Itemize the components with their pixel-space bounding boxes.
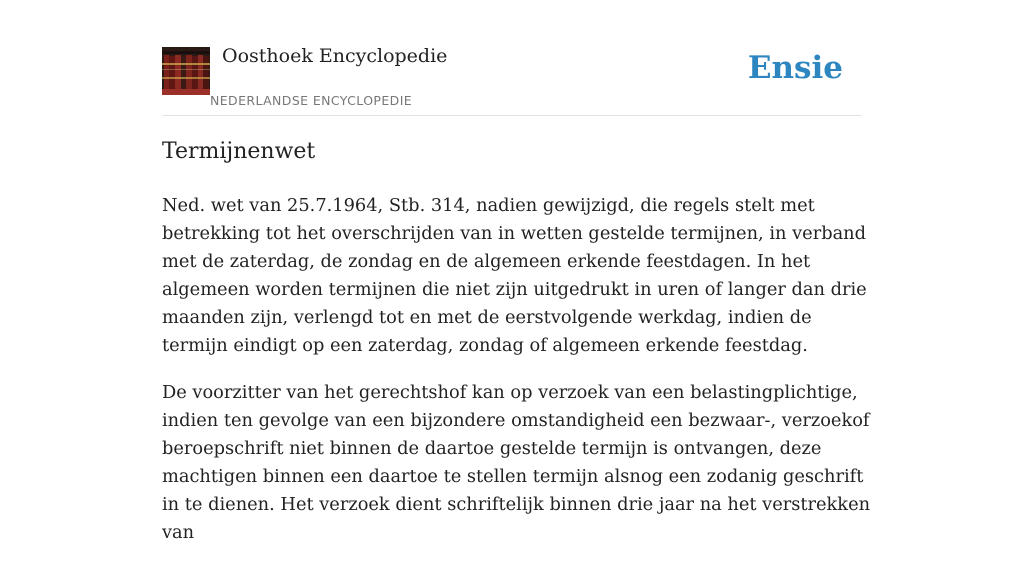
page-title: Termijnenwet <box>162 139 316 164</box>
brand-logo[interactable]: Ensie <box>747 50 843 86</box>
bookshelf-icon[interactable] <box>162 47 210 95</box>
article-body <box>162 192 872 566</box>
article-paragraph: De voorzitter van het gerechtshof kan op verzoek van een belastingplichtige, indien ten gevolge van een bijzondere omstandigheid een bezwaar-, verzoekof beroepschrift niet binnen de daartoe gestelde termijn is ontvangen, deze machtigen binnen een daartoe te stellen termijn alsnog een zodanig geschrift in te dienen. Het verzoek dient schriftelijk binnen drie jaar na het verstrekken van <box>162 382 871 543</box>
content-container <box>162 0 871 543</box>
article-paragraph: Ned. wet van 25.7.1964, Stb. 314, nadien gewijzigd, die regels stelt met betrekking tot het overschrijden van in wetten gestelde termijnen, in verband met de zaterdag, de zondag en de algemeen erkende feestdagen. In het algemeen worden termijnen die niet zijn uitgedrukt in uren of langer dan drie maanden zijn, verlengd tot en met de eerstvolgende werkdag, indien de termijn eindigt op een zaterdag, zondag of algemeen erkende feestdag. <box>162 195 867 356</box>
site-subtitle: NEDERLANDSE ENCYCLOPEDIE <box>210 93 413 108</box>
site-header <box>162 0 862 116</box>
site-title[interactable]: Oosthoek Encyclopedie <box>222 45 448 67</box>
